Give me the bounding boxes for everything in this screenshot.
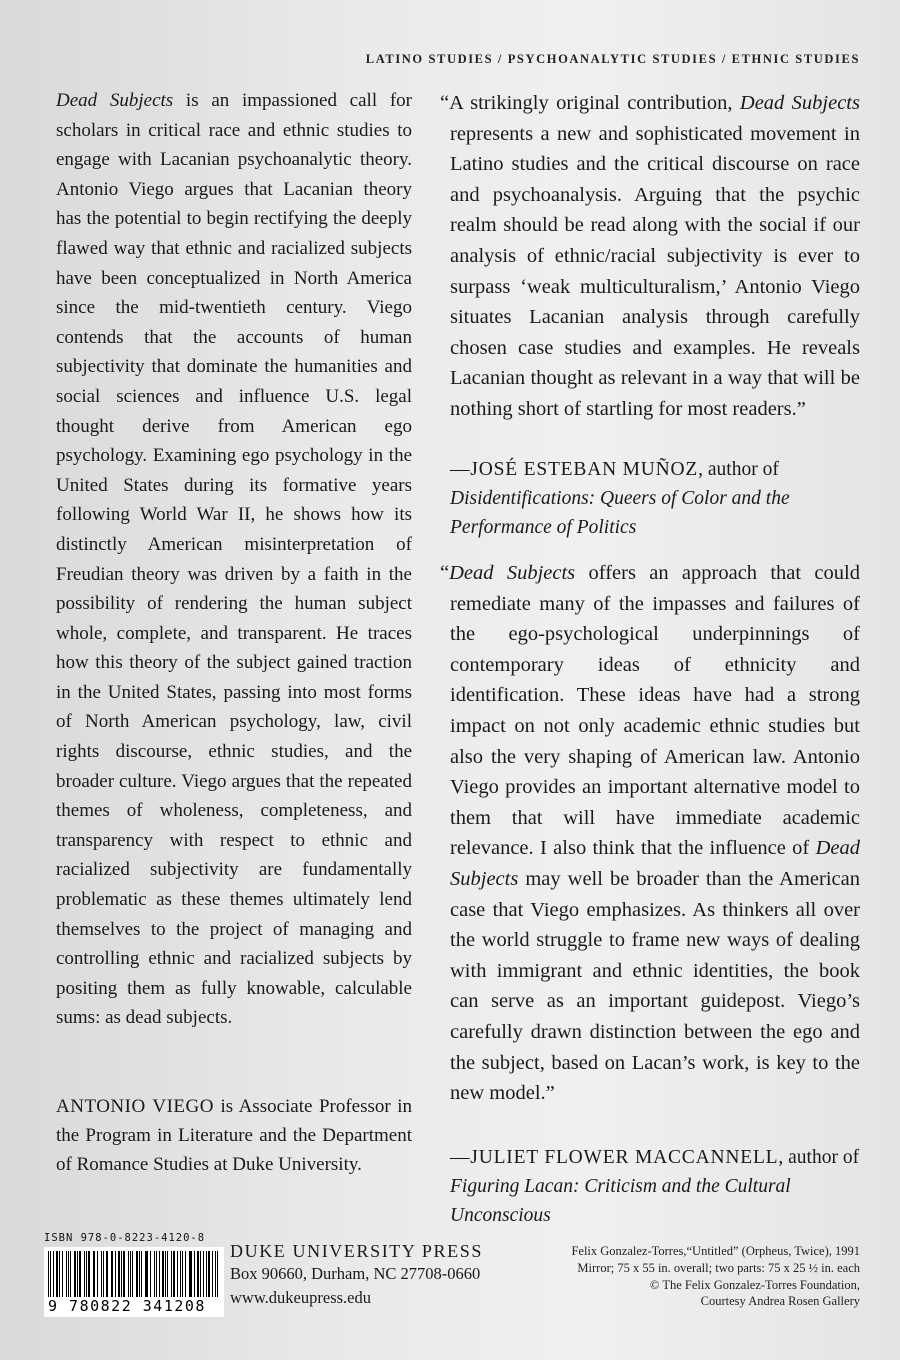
barcode-bar <box>93 1251 94 1297</box>
quote1-text-b: represents a new and sophisticated movement in Latino studies and the critical discourse on race and psychoanalysis. Arguing that the psychic realm should be read along with the social if our analysis of ethnic/racial subjectivity is ever to surpass ‘weak multiculturalism,’ Antonio Viego situates Lacanian analysis through carefully chosen case studies and examples. He reveals Lacanian thought as relevant in a way that will be nothing short of startling for most readers.” <box>450 122 860 420</box>
quote1-title: Dead Subjects <box>739 92 860 114</box>
barcode-bar <box>156 1251 157 1297</box>
attribution2-book: Figuring Lacan: Criticism and the Cultural Unconscious <box>450 1176 791 1226</box>
author-name: ANTONIO VIEGO <box>56 1096 214 1117</box>
barcode-bar <box>74 1251 75 1297</box>
barcode-bar <box>173 1251 175 1297</box>
barcode-bar <box>53 1251 54 1297</box>
barcode-bar <box>112 1251 113 1297</box>
barcode-bar <box>62 1251 63 1297</box>
barcode-bar <box>118 1251 119 1297</box>
publisher-info <box>230 1241 483 1310</box>
barcode-bar <box>206 1251 207 1297</box>
barcode-bar <box>141 1251 142 1297</box>
barcode-bar <box>59 1251 61 1297</box>
endorsement-quote-1 <box>440 88 860 425</box>
barcode-bar <box>123 1251 125 1297</box>
barcode-bar <box>115 1251 116 1297</box>
barcode-bar <box>212 1251 213 1297</box>
publisher-address: Box 90660, Durham, NC 27708-0660 <box>230 1264 481 1283</box>
barcode-bar <box>111 1251 112 1297</box>
barcode-bar <box>159 1251 160 1297</box>
barcode-bar <box>203 1251 204 1297</box>
barcode-bar <box>48 1251 49 1297</box>
isbn-barcode <box>44 1232 224 1317</box>
barcode-bar <box>86 1251 87 1297</box>
isbn-label: ISBN 978-0-8223-4120-8 <box>44 1232 206 1244</box>
barcode-box <box>44 1247 224 1317</box>
barcode-bar <box>146 1251 148 1297</box>
barcode-bar <box>97 1251 98 1297</box>
publisher-website: www.dukeupress.edu <box>230 1288 371 1307</box>
barcode-bar <box>150 1251 151 1297</box>
quote1-text-a: “A strikingly original contribution, <box>440 92 740 114</box>
barcode-bar <box>167 1251 168 1297</box>
quote2-title-b: Dead Subjects <box>450 837 860 890</box>
barcode-bar <box>217 1251 218 1297</box>
barcode-bar <box>208 1251 209 1297</box>
barcode-bar <box>106 1251 107 1297</box>
book-description <box>56 86 412 1033</box>
barcode-bar <box>139 1251 140 1297</box>
attribution1-role: , author of <box>698 459 779 480</box>
barcode-digits: 9 780822 341208 <box>48 1297 206 1315</box>
barcode-bar <box>130 1251 131 1297</box>
barcode-bar <box>94 1251 95 1297</box>
barcode-bar <box>50 1251 51 1297</box>
barcode-bar <box>215 1251 216 1297</box>
barcode-bar <box>66 1251 67 1297</box>
attribution2-name: —JULIET FLOWER MACCANNELL <box>450 1147 779 1168</box>
barcode-bar <box>84 1251 85 1297</box>
quote2-text-b: may well be broader than the American case that Viego emphasizes. As thinkers all over the world struggle to frame new ways of dealing with immigrant and ethnic identities, the book can serve as an important guidepost. Viego’s carefully drawn distinction between the ego and the subject, based on Lacan’s work, is key to the new model.” <box>450 867 860 1105</box>
barcode-bar <box>154 1251 155 1297</box>
barcode-bar <box>136 1251 137 1297</box>
credit-line-2: Mirror; 75 x 55 in. overall; two parts: 75 x 25 ½ in. each <box>577 1260 860 1275</box>
credit-line-4: Courtesy Andrea Rosen Gallery <box>700 1294 860 1309</box>
barcode-bar <box>70 1251 71 1297</box>
publisher-name: DUKE UNIVERSITY PRESS <box>230 1241 483 1261</box>
barcode-bar <box>103 1251 105 1297</box>
cover-art-credit <box>530 1243 860 1310</box>
barcode-bar <box>165 1251 166 1297</box>
barcode-bar <box>132 1251 133 1297</box>
endorsement-attribution-2 <box>450 1143 860 1230</box>
barcode-bar <box>77 1251 78 1297</box>
attribution2-role: , author of <box>778 1147 860 1168</box>
quote2-text-a: offers an approach that could remediate many of the impasses and failures of the ego-psychological underpinnings of contemporary ideas of ethnicity and identification. These ideas have had a strong impact on not only academic ethnic studies but also the very shaping of American law. Antonio Viego provides an important alternative model to them that will have immediate academic relevance. I also think that the influence of <box>450 562 860 860</box>
barcode-bar <box>190 1251 191 1297</box>
barcode-bar <box>194 1251 195 1297</box>
barcode-bar <box>189 1251 190 1297</box>
endorsement-quote-2 <box>440 558 860 1109</box>
attribution1-book: Disidentifications: Queers of Color and the Performance of Politics <box>450 488 790 538</box>
barcode-bar <box>162 1251 163 1297</box>
barcode-bar <box>177 1251 178 1297</box>
barcode-bars <box>48 1251 220 1297</box>
attribution1-name: —JOSÉ ESTEBAN MUÑOZ <box>450 459 699 480</box>
credit-line-3: © The Felix Gonzalez-Torres Foundation, <box>649 1277 860 1292</box>
barcode-bar <box>68 1251 69 1297</box>
author-bio <box>56 1092 412 1179</box>
barcode-bar <box>197 1251 199 1297</box>
barcode-bar <box>200 1251 201 1297</box>
barcode-bar <box>56 1251 57 1297</box>
description-text: is an impassioned call for scholars in critical race and ethnic studies to engage with Lacanian psychoanalytic theory. Antonio Viego argues that Lacanian theory has the potential to begin rectifying the deeply flawed way that ethnic and racialized subjects have been conceptualized in North America since the mid-twentieth century. Viego contends that the accounts of human subjectivity that dominate the humanities and social sciences and influence U.S. legal thought derive from American ego psychology. Examining ego psychology in the United States during its formative years following World War II, he shows how its distinctly American misinterpretation of Freudian theory was driven by a faith in the possibility of rendering the human subject whole, complete, and transparent. He traces how this theory of the subject gained traction in the United States, passing into most forms of North American psychology, law, civil rights discourse, ethnic studies, and the broader culture. Viego argues that the repeated themes of wholeness, completeness, and transparency with respect to ethnic and racialized subjectivity are fundamentally problematic as these themes ultimately lend themselves to the project of managing and controlling ethnic and racialized subjects by positing them as fully knowable, calculable sums: as dead subjects. <box>56 90 412 1029</box>
author-bio-text: is Associate Professor in the Program in Literature and the Department of Romance Studies at Duke University. <box>56 1096 412 1175</box>
barcode-bar <box>171 1251 172 1297</box>
endorsement-attribution-1 <box>450 455 860 542</box>
credit-line-1: Felix Gonzalez-Torres,“Untitled” (Orpheus, Twice), 1991 <box>571 1244 860 1258</box>
barcode-bar <box>88 1251 89 1297</box>
quote2-open: “ <box>440 562 450 584</box>
book-title: Dead Subjects <box>56 90 174 111</box>
barcode-bar <box>182 1251 183 1297</box>
barcode-bar <box>180 1251 181 1297</box>
barcode-bar <box>145 1251 146 1297</box>
barcode-bar <box>185 1251 186 1297</box>
quote2-title-a: Dead Subjects <box>449 562 576 584</box>
category-label: LATINO STUDIES / PSYCHOANALYTIC STUDIES / ETHNIC STUDIES <box>365 52 860 66</box>
barcode-bar <box>128 1251 129 1297</box>
barcode-bar <box>101 1251 102 1297</box>
barcode-bar <box>79 1251 81 1297</box>
barcode-bar <box>121 1251 122 1297</box>
